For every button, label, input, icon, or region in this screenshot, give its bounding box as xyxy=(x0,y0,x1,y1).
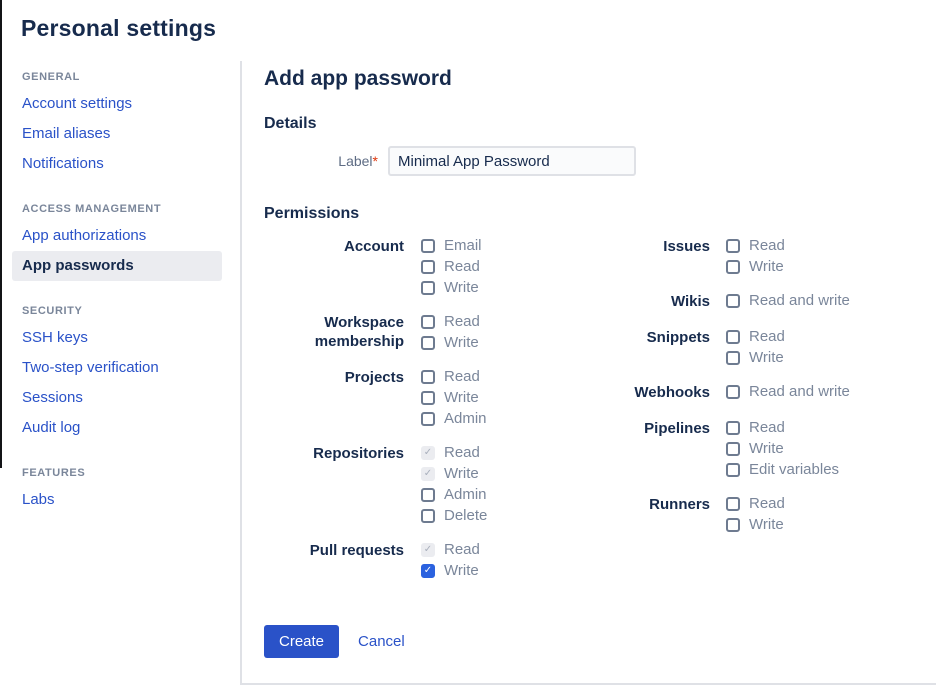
permission-option-projects-admin xyxy=(421,411,487,427)
sidebar-item-audit-log[interactable]: Audit log xyxy=(22,419,81,436)
permission-options xyxy=(421,312,480,351)
permission-option-label: Write xyxy=(749,516,784,533)
permission-checkbox: ✓ xyxy=(421,467,435,481)
permission-option-label: Write xyxy=(444,562,479,579)
permission-option-label: Read xyxy=(749,328,785,345)
permission-group-name: Repositories xyxy=(313,445,404,462)
permission-option-label: Write xyxy=(749,349,784,366)
permission-option-label: Write xyxy=(749,440,784,457)
permission-option-projects-read xyxy=(421,369,487,385)
sidebar-item-app-authorizations[interactable]: App authorizations xyxy=(22,227,147,244)
permission-checkbox[interactable] xyxy=(421,488,435,502)
permission-option-pipelines-read xyxy=(726,420,839,436)
permission-option-workspace-membership-read xyxy=(421,314,480,330)
label-field-caption xyxy=(264,153,388,169)
permission-checkbox[interactable] xyxy=(421,239,435,253)
permissions-grid xyxy=(264,236,936,595)
sidebar-section-heading: GENERAL xyxy=(22,71,80,83)
permission-options xyxy=(421,443,487,524)
permission-option-repositories-admin xyxy=(421,487,487,503)
permission-group-wikis xyxy=(594,291,850,311)
sidebar-section-heading: ACCESS MANAGEMENT xyxy=(22,203,162,215)
form-actions xyxy=(264,625,936,658)
details-heading: Details xyxy=(264,115,317,132)
permission-group-name: Webhooks xyxy=(634,384,710,401)
permission-option-label: Write xyxy=(444,465,479,482)
permission-group-name: Issues xyxy=(663,238,710,255)
permission-option-repositories-read xyxy=(421,445,487,461)
sidebar-item-notifications[interactable]: Notifications xyxy=(22,155,104,172)
permission-group-projects xyxy=(264,367,579,427)
permission-group-name: Account xyxy=(344,238,404,255)
permission-group-name: Pull requests xyxy=(309,542,404,559)
permission-option-label: Write xyxy=(444,279,479,296)
permission-group-snippets xyxy=(594,327,850,366)
permission-checkbox[interactable] xyxy=(726,351,740,365)
permission-option-label: Write xyxy=(444,334,479,351)
permission-options xyxy=(726,418,839,478)
create-button[interactable]: Create xyxy=(264,625,339,658)
permission-group-name: Snippets xyxy=(646,329,710,346)
sidebar-section-general xyxy=(12,71,222,179)
permission-checkbox[interactable] xyxy=(726,497,740,511)
permission-option-issues-read xyxy=(726,238,785,254)
sidebar-section-security xyxy=(12,305,222,443)
sidebar-section-heading: SECURITY xyxy=(22,305,83,317)
sidebar-item-account-settings[interactable]: Account settings xyxy=(22,95,133,112)
permission-option-label: Write xyxy=(749,258,784,275)
permission-group-name: Pipelines xyxy=(644,420,710,437)
permission-options xyxy=(726,327,785,366)
permission-option-label: Read xyxy=(444,368,480,385)
permission-option-label: Read xyxy=(444,541,480,558)
required-asterisk: * xyxy=(372,153,378,169)
permission-option-repositories-write xyxy=(421,466,487,482)
permission-option-label: Edit variables xyxy=(749,461,840,478)
permission-group-name: Projects xyxy=(344,369,404,386)
permission-option-projects-write xyxy=(421,390,487,406)
permission-option-label: Delete xyxy=(444,507,488,524)
permission-option-account-write xyxy=(421,280,482,296)
permission-option-pull-requests-read xyxy=(421,542,480,558)
permission-option-pipelines-write xyxy=(726,441,839,457)
permission-group-account xyxy=(264,236,579,296)
permissions-column-1 xyxy=(264,236,579,595)
permission-checkbox[interactable] xyxy=(726,385,740,399)
permission-checkbox[interactable] xyxy=(421,260,435,274)
permission-option-snippets-read xyxy=(726,329,785,345)
permission-options xyxy=(726,382,850,402)
permission-checkbox[interactable] xyxy=(421,315,435,329)
permission-option-label: Admin xyxy=(444,410,487,427)
permission-option-label: Read xyxy=(749,237,785,254)
permission-option-snippets-write xyxy=(726,350,785,366)
permission-option-label: Read and write xyxy=(749,292,850,309)
page-title: Personal settings xyxy=(21,15,217,41)
form-title: Add app password xyxy=(264,67,452,90)
permission-checkbox[interactable] xyxy=(726,463,740,477)
permission-group-webhooks xyxy=(594,382,850,402)
permission-checkbox[interactable] xyxy=(726,518,740,532)
permission-checkbox[interactable] xyxy=(421,509,435,523)
permission-group-workspace-membership xyxy=(264,312,579,351)
permission-option-label: Read xyxy=(444,313,480,330)
sidebar-section-features xyxy=(12,467,222,515)
permission-checkbox[interactable] xyxy=(421,336,435,350)
permission-option-issues-write xyxy=(726,259,785,275)
label-field-row xyxy=(264,146,936,176)
permission-checkbox[interactable] xyxy=(421,281,435,295)
permission-option-wikis-read-and-write xyxy=(726,293,850,309)
permission-option-label: Read xyxy=(444,258,480,275)
permission-checkbox[interactable] xyxy=(726,294,740,308)
permission-checkbox[interactable] xyxy=(421,412,435,426)
permission-checkbox[interactable] xyxy=(726,442,740,456)
permission-option-label: Read and write xyxy=(749,383,850,400)
permission-option-repositories-delete xyxy=(421,508,487,524)
permission-option-runners-read xyxy=(726,496,785,512)
permissions-heading: Permissions xyxy=(264,205,360,222)
permission-checkbox: ✓ xyxy=(421,446,435,460)
sidebar-section-access-management xyxy=(12,203,222,281)
sidebar-item-sessions[interactable]: Sessions xyxy=(22,389,83,406)
permission-checkbox[interactable]: ✓ xyxy=(421,564,435,578)
sidebar-item-labs[interactable]: Labs xyxy=(22,491,55,508)
window-edge-line xyxy=(0,0,2,468)
sidebar-item-email-aliases[interactable]: Email aliases xyxy=(22,125,111,142)
permission-option-account-email xyxy=(421,238,482,254)
permission-option-label: Read xyxy=(444,444,480,461)
permission-checkbox[interactable] xyxy=(726,421,740,435)
permission-options xyxy=(421,540,480,579)
permission-option-workspace-membership-write xyxy=(421,335,480,351)
sidebar-item-app-passwords[interactable]: App passwords xyxy=(12,251,222,281)
sidebar xyxy=(0,61,240,685)
permission-options xyxy=(421,367,487,427)
cancel-button[interactable]: Cancel xyxy=(358,633,405,650)
permission-option-runners-write xyxy=(726,517,785,533)
permission-option-label: Admin xyxy=(444,486,487,503)
permission-group-name: Workspace membership xyxy=(314,314,404,350)
permission-checkbox: ✓ xyxy=(421,543,435,557)
main-panel xyxy=(240,61,936,685)
permission-option-pipelines-edit-variables xyxy=(726,462,839,478)
permission-group-name: Runners xyxy=(649,496,710,513)
permission-option-label: Write xyxy=(444,389,479,406)
permission-options xyxy=(726,291,850,311)
permission-group-pull-requests xyxy=(264,540,579,579)
permission-group-runners xyxy=(594,494,850,533)
permission-option-label: Read xyxy=(749,495,785,512)
permission-checkbox[interactable] xyxy=(421,391,435,405)
sidebar-section-heading: FEATURES xyxy=(22,467,86,479)
permission-option-webhooks-read-and-write xyxy=(726,384,850,400)
permission-option-label: Email xyxy=(444,237,482,254)
permission-options xyxy=(421,236,482,296)
permission-group-pipelines xyxy=(594,418,850,478)
label-input[interactable] xyxy=(388,146,636,176)
permission-checkbox[interactable] xyxy=(726,260,740,274)
permission-option-label: Read xyxy=(749,419,785,436)
sidebar-item-ssh-keys[interactable]: SSH keys xyxy=(22,329,88,346)
permission-option-pull-requests-write xyxy=(421,563,480,579)
permission-group-repositories xyxy=(264,443,579,524)
permission-checkbox[interactable] xyxy=(726,330,740,344)
permission-option-account-read xyxy=(421,259,482,275)
permission-checkbox[interactable] xyxy=(421,370,435,384)
label-field-text: Label xyxy=(338,153,373,169)
permission-checkbox[interactable] xyxy=(726,239,740,253)
permission-options xyxy=(726,494,785,533)
permission-group-name: Wikis xyxy=(670,293,710,310)
permission-options xyxy=(726,236,785,275)
permissions-column-2 xyxy=(594,236,850,595)
content-area xyxy=(0,61,936,685)
permission-group-issues xyxy=(594,236,850,275)
sidebar-item-two-step-verification[interactable]: Two-step verification xyxy=(22,359,159,376)
